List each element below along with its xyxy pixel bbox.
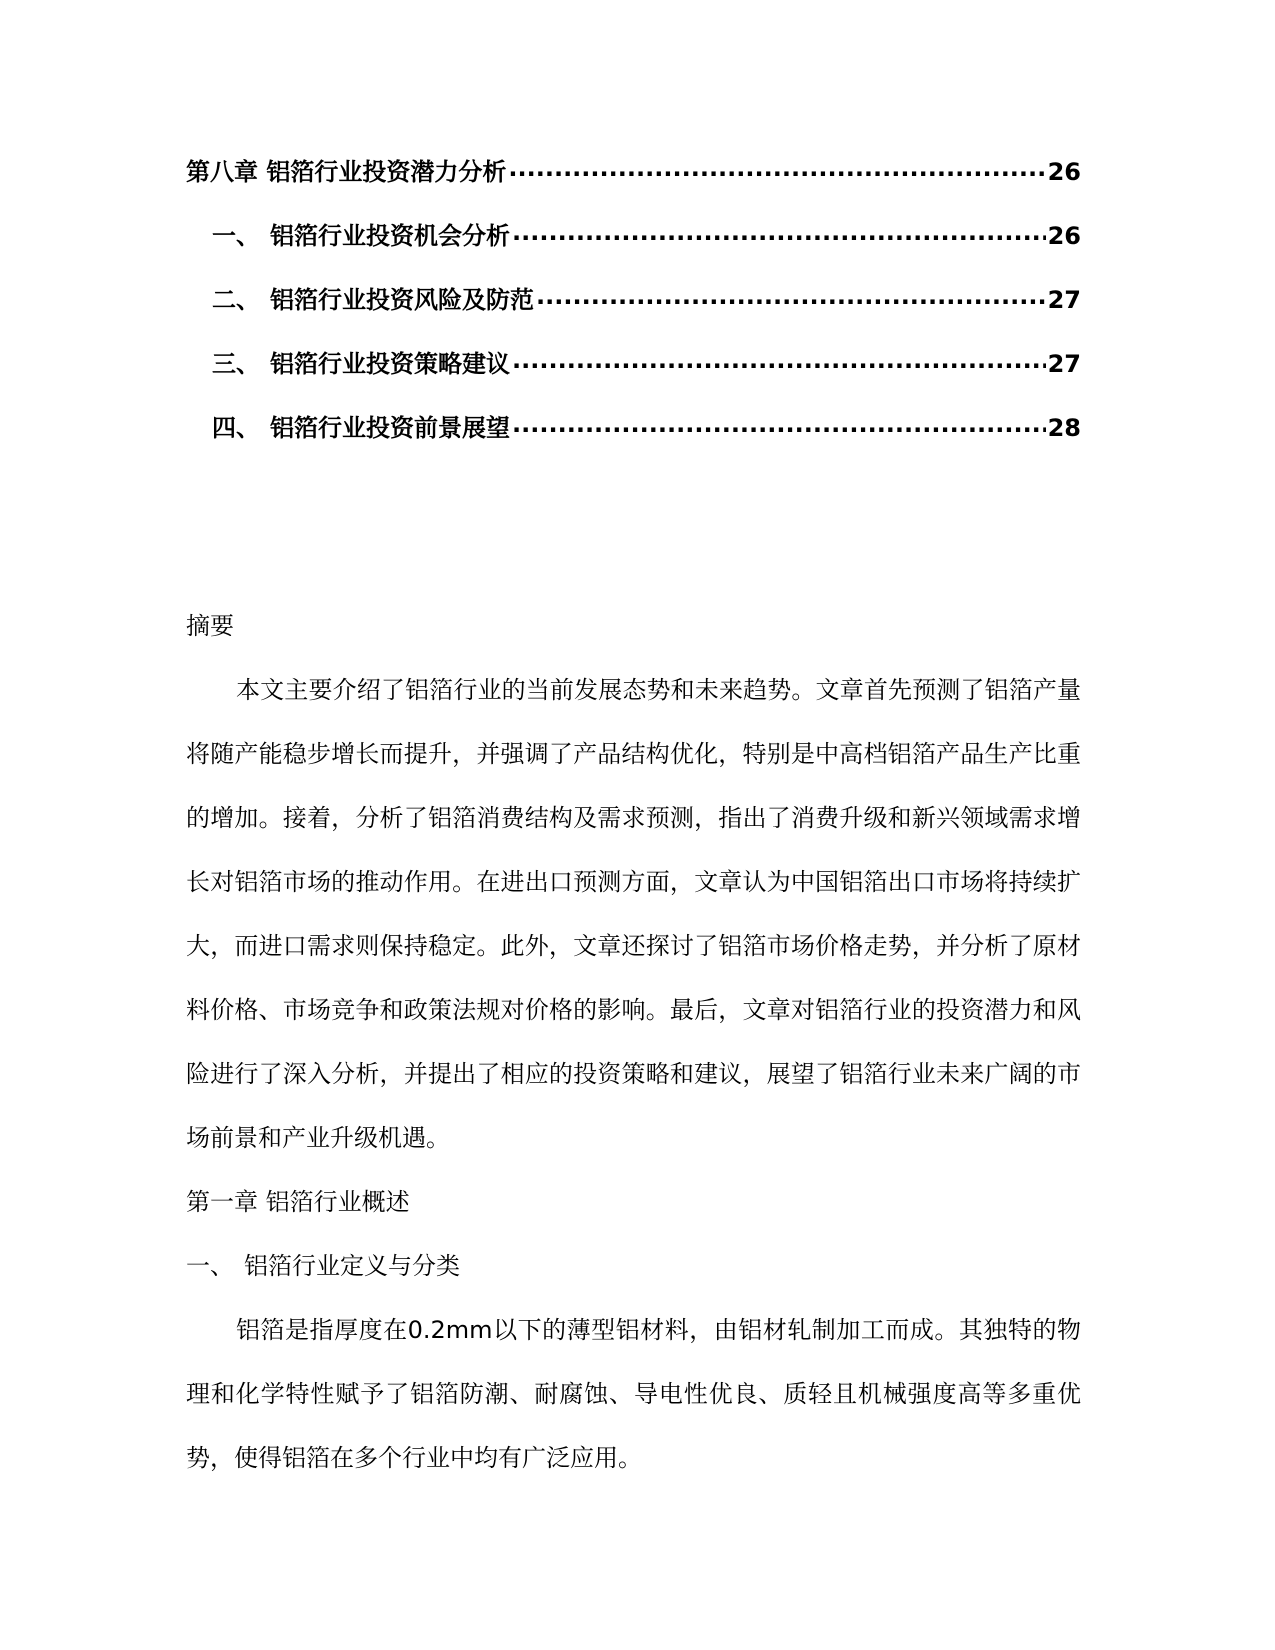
toc-entry-title: 铝箔行业投资策略建议 — [270, 350, 510, 378]
table-of-contents — [186, 152, 1081, 472]
section-title: 铝箔行业定义与分类 — [244, 1252, 460, 1280]
toc-entry-title: 铝箔行业投资风险及防范 — [270, 286, 534, 314]
toc-entry-page: 27 — [1047, 286, 1081, 314]
chapter-title: 第一章 铝箔行业概述 — [186, 1188, 410, 1216]
toc-entry-section-4[interactable] — [186, 408, 1081, 472]
toc-entry-section-3[interactable] — [186, 344, 1081, 408]
toc-entry-section-2[interactable] — [186, 280, 1081, 344]
toc-entry-number: 四、 — [212, 414, 260, 442]
toc-entry-number: 三、 — [212, 350, 260, 378]
toc-entry-page: 28 — [1047, 414, 1081, 442]
toc-dot-leader — [512, 348, 1046, 372]
toc-entry-page: 26 — [1047, 222, 1081, 250]
toc-entry-page: 27 — [1047, 350, 1081, 378]
section-number: 一、 — [186, 1252, 234, 1280]
section-heading — [186, 1234, 1081, 1298]
toc-entry-number: 一、 — [212, 222, 260, 250]
toc-entry-section-1[interactable] — [186, 216, 1081, 280]
section-paragraph: 铝箔是指厚度在0.2mm以下的薄型铝材料，由铝材轧制加工而成。其独特的物理和化学特性赋予了铝箔防潮、耐腐蚀、导电性优良、质轻且机械强度高等多重优势，使得铝箔在多个行业中均有广泛应用。 — [186, 1316, 1081, 1472]
toc-dot-leader — [512, 220, 1046, 244]
toc-entry-number: 二、 — [212, 286, 260, 314]
toc-entry-page: 26 — [1047, 158, 1081, 186]
toc-dot-leader — [536, 284, 1046, 308]
toc-entry-title: 第八章 铝箔行业投资潜力分析 — [186, 158, 507, 186]
abstract-heading: 摘要 — [186, 612, 234, 640]
document-body — [186, 594, 1081, 1490]
abstract-paragraph: 本文主要介绍了铝箔行业的当前发展态势和未来趋势。文章首先预测了铝箔产量将随产能稳步增长而提升，并强调了产品结构优化，特别是中高档铝箔产品生产比重的增加。接着，分析了铝箔消费结构及需求预测，指出了消费升级和新兴领域需求增长对铝箔市场的推动作用。在进出口预测方面，文章认为中国铝箔出口市场将持续扩大，而进口需求则保持稳定。此外，文章还探讨了铝箔市场价格走势，并分析了原材料价格、市场竞争和政策法规对价格的影响。最后，文章对铝箔行业的投资潜力和风险进行了深入分析，并提出了相应的投资策略和建议，展望了铝箔行业未来广阔的市场前景和产业升级机遇。 — [186, 676, 1081, 1152]
toc-entry-title: 铝箔行业投资前景展望 — [270, 414, 510, 442]
toc-dot-leader — [508, 156, 1045, 180]
toc-entry-title: 铝箔行业投资机会分析 — [270, 222, 510, 250]
toc-entry-chapter-8[interactable] — [186, 152, 1081, 216]
toc-dot-leader — [512, 412, 1046, 436]
